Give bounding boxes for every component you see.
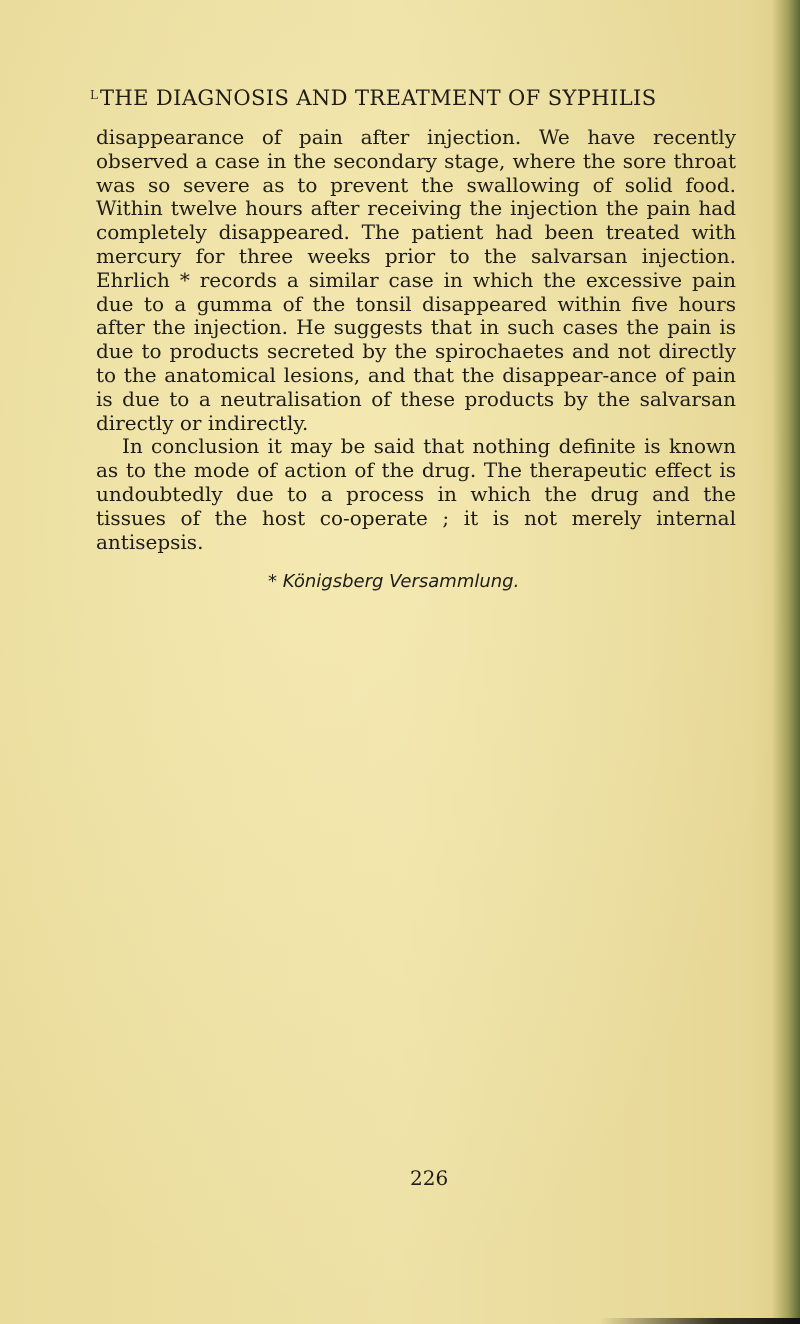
page-number: 226	[410, 1166, 449, 1190]
body-text	[96, 126, 736, 554]
paragraph: In conclusion it may be said that nothing definite is known as to the mode of action of the drug. The therapeutic effect is undoubtedly due to a process in which the drug and the tissues of the host co-operate ; it is not merely internal antisepsis.	[96, 434, 736, 554]
paragraph: disappearance of pain after injection. We have recently observed a case in the secondary stage, where the sore throat was so severe as to prevent the swallowing of solid food. Within twelve hours after receiving the injection the pain had completely disappeared. The patient had been treated with mercury for three weeks prior to the salvarsan injection. Ehrlich * records a similar case in which the excessive pain due to a gumma of the tonsil disappeared within five hours after the injection. He suggests that in such cases the pain is due to products secreted by the spirochaetes and not directly to the anatomical lesions, and that the disappear-ance of pain is due to a neutralisation of these products by the salvarsan directly or indirectly.	[96, 125, 736, 435]
running-head: THE DIAGNOSIS AND TREATMENT OF SYPHILIS	[100, 86, 657, 110]
page-bottom-shadow	[600, 1318, 800, 1324]
footnote: * Königsberg Versammlung.	[268, 571, 520, 592]
page-edge-shadow	[772, 0, 800, 1324]
margin-mark: L	[90, 88, 98, 102]
